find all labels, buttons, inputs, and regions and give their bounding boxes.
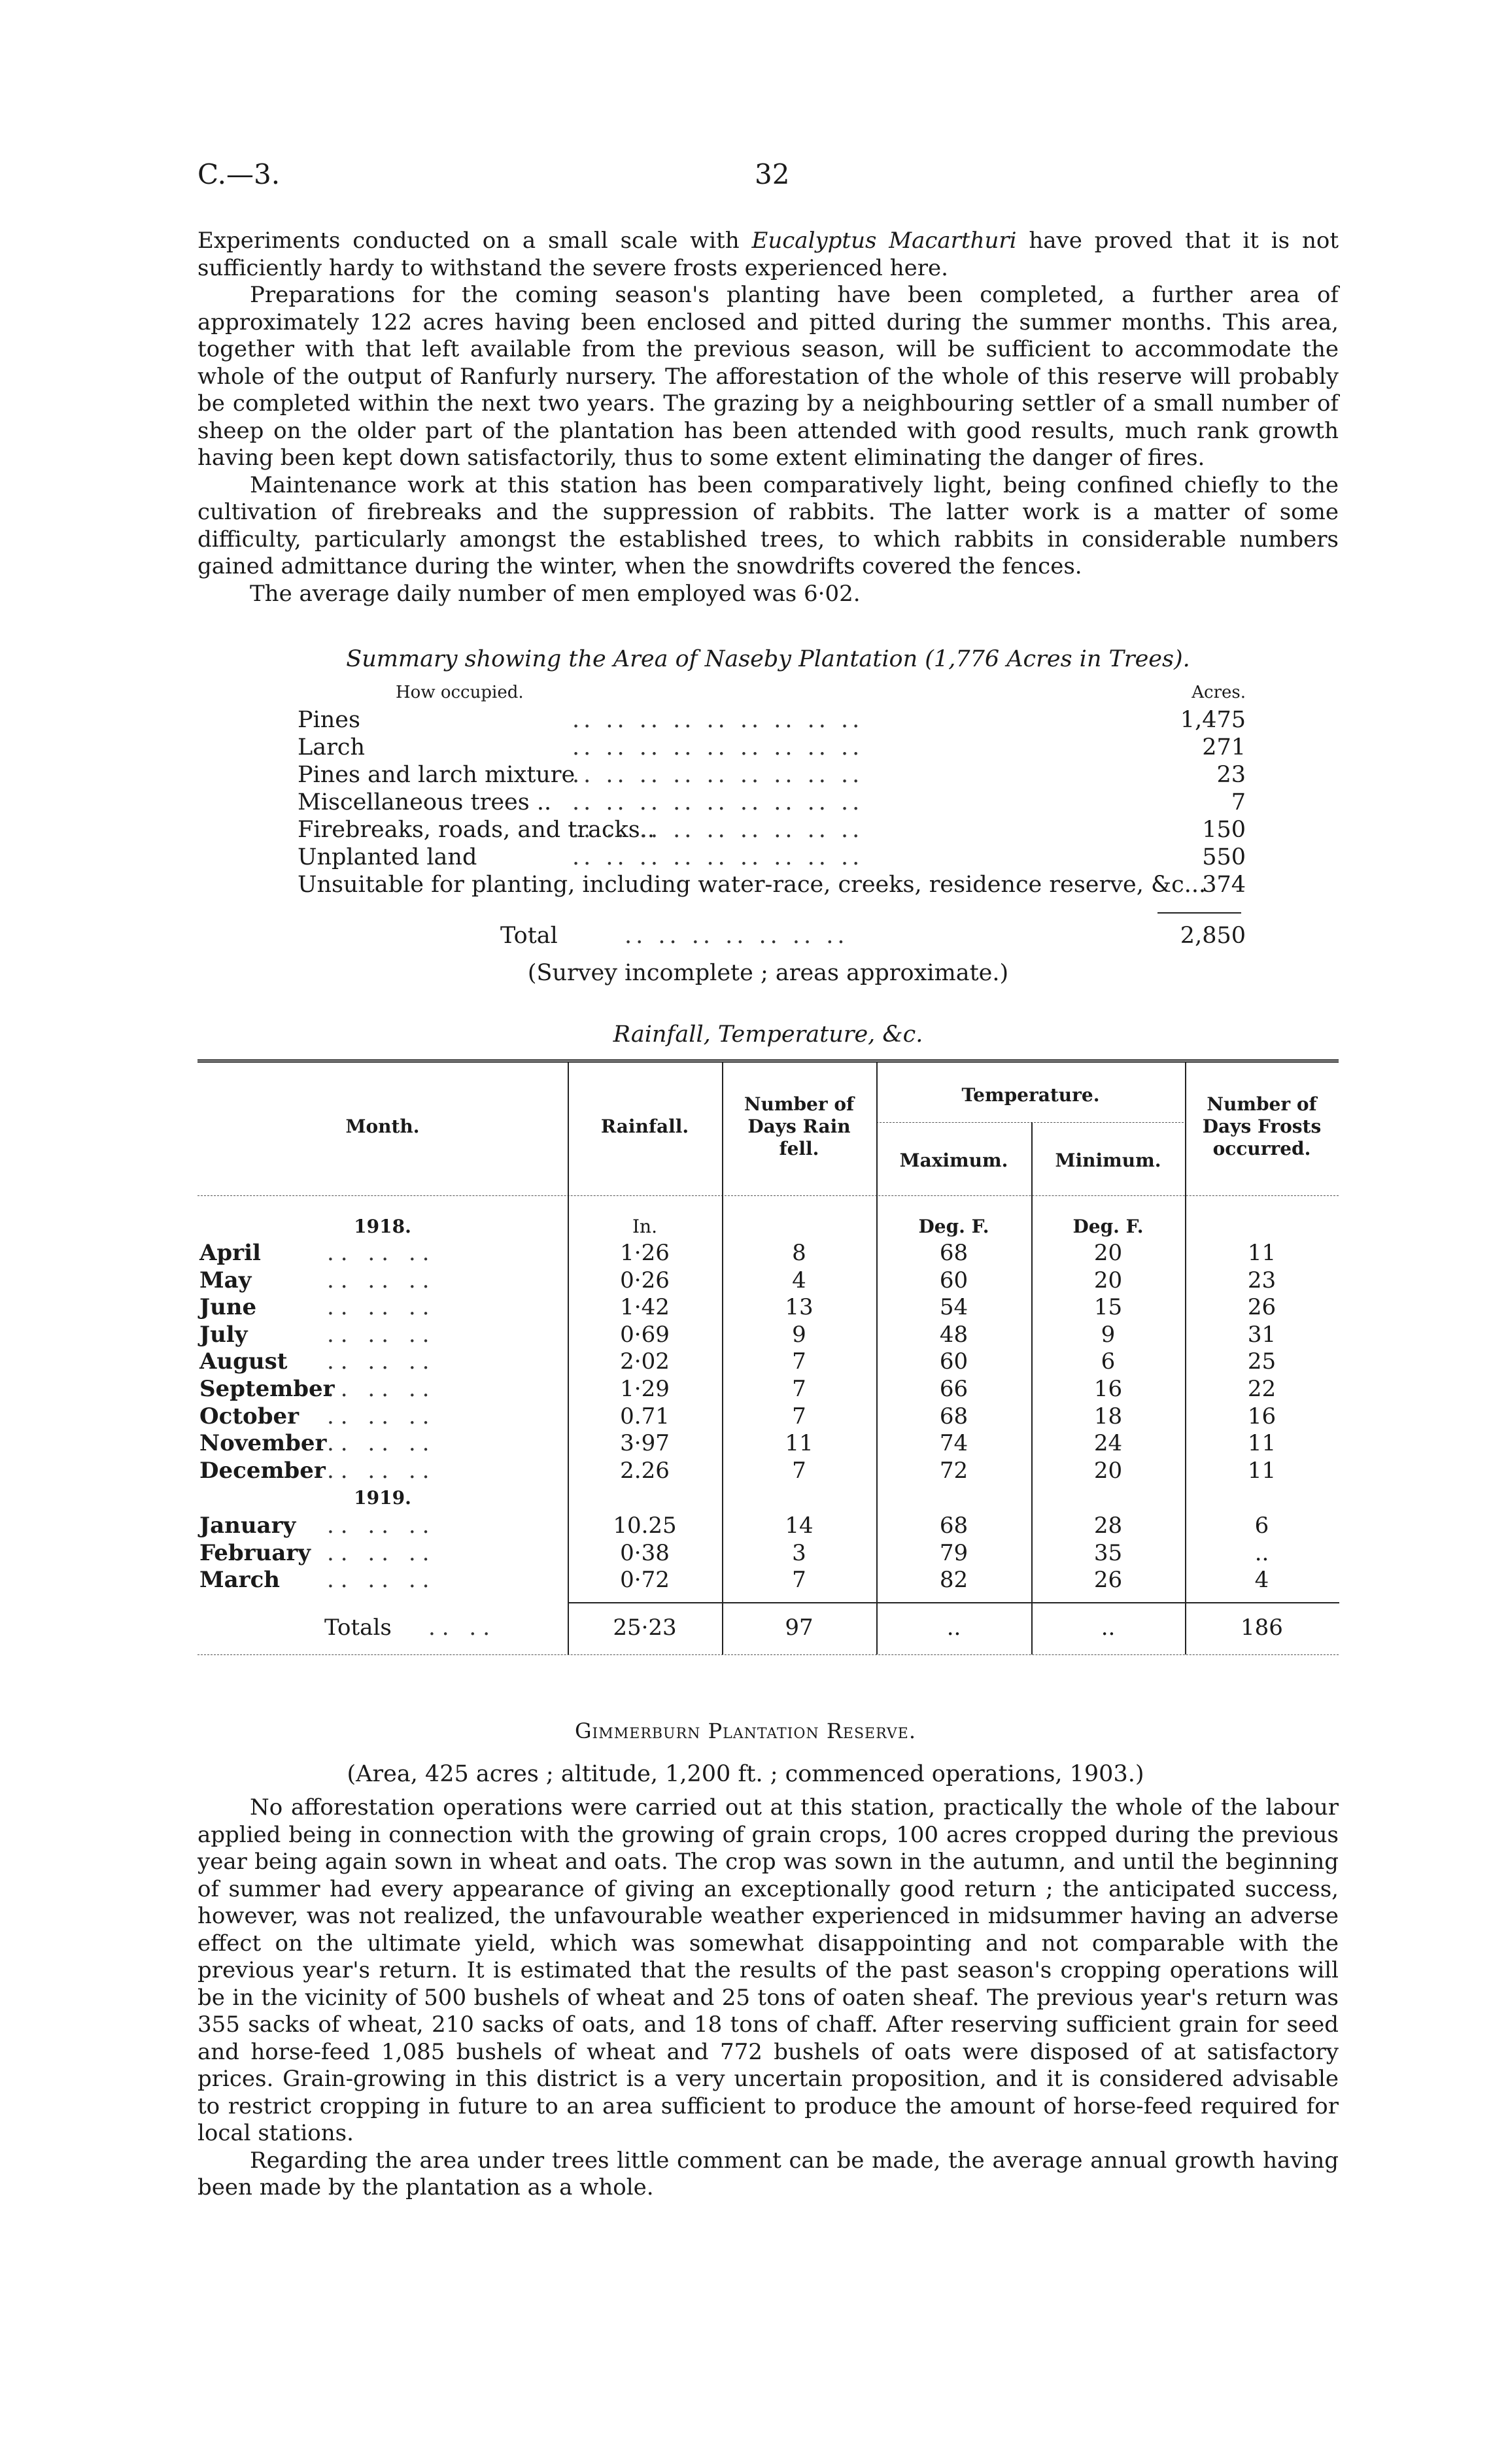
table-row-month: August (199, 1348, 288, 1375)
year-1918: 1918. (354, 1216, 411, 1237)
leader-dots: .. .. .. (327, 1513, 436, 1539)
summary-row-label: Miscellaneous trees .. (298, 789, 552, 815)
leader-dots: .. .. .. (327, 1321, 436, 1348)
unit-rainfall: In. (632, 1216, 657, 1237)
leader-dots: .. .. .. (327, 1240, 436, 1266)
table-cell-rain: 3·97 (620, 1430, 670, 1457)
table-cell-days: 13 (785, 1294, 814, 1321)
table-cell-days: 3 (792, 1539, 806, 1566)
paragraph-text: The average daily number of men employed was 6·02. (250, 580, 861, 607)
totals-rain: 25·23 (613, 1615, 677, 1641)
table-row-month: November (199, 1430, 327, 1457)
paragraph-text: Experiments conducted on a small scale with (197, 228, 752, 254)
table-cell-rain: 1·29 (620, 1376, 670, 1402)
summary-row (298, 871, 1246, 898)
summary-row-label: Larch (298, 734, 365, 761)
table-cell-frost: 23 (1247, 1267, 1277, 1293)
table-cell-max: 68 (939, 1240, 968, 1266)
header-rainfall: Rainfall. (600, 1116, 689, 1137)
table-cell-min: 28 (1093, 1513, 1123, 1539)
totals-label: Totals (324, 1615, 392, 1641)
section-subtitle: (Area, 425 acres ; altitude, 1,200 ft. ; commenced operations, 1903.) (347, 1761, 1144, 1787)
table-cell-max: 60 (939, 1348, 968, 1375)
leader-dots: .. .. .. (327, 1376, 436, 1402)
table-cell-max: 68 (939, 1403, 968, 1429)
intro-text (197, 228, 1339, 607)
table-cell-days: 4 (792, 1267, 806, 1293)
table-bottom-rule (197, 1654, 1339, 1655)
table-cell-frost: 25 (1247, 1348, 1277, 1375)
gimmerburn-paragraph-1: No afforestation operations were carried out at this station, practically the whole of the labour applied being in connection with the growing of grain crops, 100 acres cropped during the previous year being again sown in wheat and oats. The crop was sown in the autumn, and until the beginning of summer had every appearance of giving an exceptionally good return ; the anticipated success, however, was not realized, the unfavourable weather experienced in midsummer having an adverse effect on the ultimate yield, which was somewhat disappointing and not comparable with the previous year's return. It is estimated that the results of the past season's cropping operations will be in the vicinity of 500 bushels of wheat and 25 tons of oaten sheaf. The previous year's return was 355 sacks of wheat, 210 sacks of oats, and 18 tons of chaff. After reserving sufficient grain for seed and horse-feed 1,085 bushels of wheat and 772 bushels of oats were disposed of at satisfactory prices. Grain-growing in this district is a very uncertain proposition, and it is considered advisable to restrict cropping in future to an area sufficient to produce the amount of horse-feed required for local stations. (197, 1794, 1339, 2146)
table-cell-frost: 11 (1247, 1430, 1277, 1457)
header-bottom-rule (197, 1195, 1339, 1196)
unit-minimum: Deg. F. (1072, 1216, 1144, 1237)
summary-caption: Summary showing the Area of Naseby Plantation (1,776 Acres in Trees). (346, 646, 1190, 672)
summary-row (298, 734, 1246, 761)
table-cell-days: 7 (792, 1376, 806, 1402)
table-row-month: October (199, 1403, 300, 1429)
unit-maximum: Deg. F. (918, 1216, 989, 1237)
summary-row-value: 150 (1202, 817, 1246, 843)
leader-dots: .. .. .. (327, 1430, 436, 1457)
table-cell-max: 60 (939, 1267, 968, 1293)
table-cell-min: 26 (1093, 1567, 1123, 1594)
table-cell-rain: 10.25 (613, 1513, 677, 1539)
table-row-month: January (199, 1513, 296, 1539)
page-header (197, 158, 1335, 197)
table-cell-max: 79 (939, 1539, 968, 1566)
summary-row-value: 23 (1216, 762, 1246, 788)
table-cell-rain: 0·26 (620, 1267, 670, 1293)
summary-row-label: Firebreaks, roads, and tracks.. (298, 817, 655, 843)
table-cell-frost: 22 (1247, 1376, 1277, 1402)
leader-dots: .. .. .. (327, 1267, 436, 1293)
table-cell-rain: 0·69 (620, 1321, 670, 1348)
table-cell-max: 66 (939, 1376, 968, 1402)
table-cell-rain: 0·38 (620, 1539, 670, 1566)
summary-row-value: 550 (1202, 844, 1246, 870)
table-cell-min: 35 (1093, 1539, 1123, 1566)
table-row-month: December (199, 1457, 326, 1484)
leader-dots: .. .. .. (327, 1457, 436, 1484)
rainfall-caption: Rainfall, Temperature, &c. (613, 1021, 923, 1048)
summary-rows (298, 706, 1246, 898)
summary-row (298, 706, 1246, 734)
intro-paragraph (197, 581, 1339, 608)
leader-dots: .. .. .. (327, 1348, 436, 1375)
leader-dots: .. .. .. .. .. .. .. .. .. (572, 734, 864, 761)
table-cell-days: 7 (792, 1567, 806, 1594)
intro-paragraph (197, 228, 1339, 282)
header-minimum: Minimum. (1055, 1150, 1161, 1171)
paragraph-text: Preparations for the coming season's planting have been completed, a further area of approximately 122 acres having been enclosed and pitted during the summer months. This area, together with that left available from the previous season, will be sufficient to accommodate the whole of the output of Ranfurly nursery. The afforestation of the whole of this reserve will probably be completed within the next two years. The grazing by a neighbouring settler of a small number of sheep on the older part of the plantation has been attended with good results, much rank growth having been kept down satisfactorily, thus to some extent eliminating the danger of fires. (197, 282, 1339, 471)
summary-row (298, 761, 1246, 789)
table-cell-frost: 31 (1247, 1321, 1277, 1348)
intro-paragraph (197, 472, 1339, 581)
table-cell-days: 7 (792, 1403, 806, 1429)
table-cell-min: 20 (1093, 1267, 1123, 1293)
table-cell-max: 82 (939, 1567, 968, 1594)
summary-total-row (298, 922, 1246, 950)
leader-dots: .. .. .. .. .. .. .. .. .. (572, 762, 864, 788)
summary-header (298, 680, 1246, 706)
report-reference: C.—3. (197, 158, 281, 190)
header-days-rain: Number of Days Rain fell. (744, 1093, 855, 1159)
table-cell-min: 6 (1101, 1348, 1116, 1375)
leader-dots: .. .. .. (327, 1294, 436, 1321)
table-cell-min: 24 (1093, 1430, 1123, 1457)
summary-col-value: Acres. (1191, 683, 1246, 702)
summary-row-value: 7 (1231, 789, 1246, 815)
summary-row-value: 271 (1202, 734, 1246, 761)
table-row-month: September (199, 1376, 335, 1402)
table-cell-min: 20 (1093, 1457, 1123, 1484)
page-number: 32 (755, 158, 790, 190)
table-cell-frost: 11 (1247, 1240, 1277, 1266)
paragraph-text: Maintenance work at this station has been comparatively light, being confined chiefly to the cultivation of firebreaks and the suppression of rabbits. The latter work is a matter of some difficulty, particularly amongst the established trees, to which rabbits in considerable numbers gained admittance during the winter, when the snowdrifts covered the fences. (197, 471, 1339, 579)
table-cell-frost: .. (1254, 1539, 1269, 1566)
table-cell-frost: 16 (1247, 1403, 1277, 1429)
table-row-month: February (199, 1539, 311, 1566)
leader-dots: .. .. .. .. .. .. .. (625, 923, 849, 949)
table-cell-max: 54 (939, 1294, 968, 1321)
leader-dots: .. .. .. .. .. .. .. .. .. (572, 707, 864, 733)
table-top-rule (197, 1059, 1339, 1061)
totals-frost: 186 (1241, 1615, 1283, 1641)
summary-note: (Survey incomplete ; areas approximate.) (527, 960, 1009, 986)
summary-row (298, 789, 1246, 816)
totals-days: 97 (785, 1615, 814, 1641)
table-cell-days: 7 (792, 1348, 806, 1375)
table-row-month: June (199, 1294, 257, 1321)
summary-row (298, 844, 1246, 871)
summary-row-value: 374 (1202, 872, 1246, 898)
paragraph-text: have proved that it is not sufficiently hardy to withstand the severe frosts experienced here. (197, 228, 1339, 281)
leader-dots: .. .. .. (327, 1539, 436, 1566)
summary-row-value: 1,475 (1180, 707, 1246, 733)
table-cell-min: 16 (1093, 1376, 1123, 1402)
table-cell-rain: 0·72 (620, 1567, 670, 1594)
summary-row-label: Pines and larch mixture (298, 762, 575, 788)
table-cell-days: 8 (792, 1240, 806, 1266)
summary-row-label: Unsuitable for planting, including water-race, creeks, residence reserve, &c... (298, 872, 1207, 898)
table-cell-rain: 2.26 (620, 1457, 670, 1484)
leader-dots: .. .. (428, 1615, 497, 1641)
table-cell-days: 7 (792, 1457, 806, 1484)
table-cell-rain: 1·42 (620, 1294, 670, 1321)
table-cell-min: 9 (1101, 1321, 1116, 1348)
table-row-month: July (199, 1321, 248, 1348)
leader-dots: .. .. .. .. .. .. .. .. .. (572, 789, 864, 815)
summary-row-label: Unplanted land (298, 844, 477, 870)
table-cell-frost: 4 (1254, 1567, 1269, 1594)
summary-row (298, 816, 1246, 844)
table-row-month: May (199, 1267, 252, 1293)
totals-min: .. (1101, 1615, 1116, 1641)
table-cell-max: 72 (939, 1457, 968, 1484)
italic-text: Eucalyptus Macarthuri (751, 228, 1017, 254)
table-cell-frost: 6 (1254, 1513, 1269, 1539)
leader-dots: .. .. .. (327, 1567, 436, 1594)
table-cell-rain: 0.71 (620, 1403, 670, 1429)
gimmerburn-paragraph-2: Regarding the area under trees little comment can be made, the average annual growth having been made by the plantation as a whole. (197, 2147, 1339, 2200)
summary-total (298, 922, 1246, 950)
table-cell-max: 68 (939, 1513, 968, 1539)
summary-col-label: How occupied. (396, 683, 524, 702)
table-cell-frost: 26 (1247, 1294, 1277, 1321)
totals-max: .. (946, 1615, 961, 1641)
year-1919: 1919. (354, 1487, 411, 1509)
table-cell-days: 9 (792, 1321, 806, 1348)
table-cell-rain: 1·26 (620, 1240, 670, 1266)
table-cell-max: 48 (939, 1321, 968, 1348)
header-maximum: Maximum. (899, 1150, 1008, 1171)
table-cell-rain: 2·02 (620, 1348, 670, 1375)
table-cell-days: 11 (785, 1430, 814, 1457)
header-frosts: Number of Days Frosts occurred. (1202, 1093, 1322, 1159)
table-cell-min: 18 (1093, 1403, 1123, 1429)
table-row-month: April (199, 1240, 261, 1266)
table-cell-days: 14 (785, 1513, 814, 1539)
leader-dots: .. .. .. .. .. .. .. .. .. (572, 817, 864, 843)
summary-total-value: 2,850 (1180, 923, 1246, 949)
table-cell-min: 15 (1093, 1294, 1123, 1321)
summary-total-label: Total (500, 923, 558, 949)
leader-dots: .. .. .. .. .. .. .. .. .. (572, 844, 864, 870)
header-temperature: Temperature. (961, 1084, 1100, 1106)
section-title: Gimmerburn Plantation Reserve. (574, 1719, 917, 1743)
table-top-rule-2 (197, 1061, 1339, 1063)
totals-top-rule (568, 1602, 1339, 1603)
gimmerburn-text (197, 1794, 1339, 2202)
table-cell-max: 74 (939, 1430, 968, 1457)
table-cell-min: 20 (1093, 1240, 1123, 1266)
summary-total-rule (1157, 912, 1241, 914)
summary-row-label: Pines (298, 707, 360, 733)
temperature-split-rule (876, 1122, 1184, 1123)
table-row-month: March (199, 1567, 281, 1594)
intro-paragraph (197, 282, 1339, 472)
table-cell-frost: 11 (1247, 1457, 1277, 1484)
header-month: Month. (345, 1116, 420, 1137)
leader-dots: .. .. .. (327, 1403, 436, 1429)
summary-table (298, 680, 1246, 898)
